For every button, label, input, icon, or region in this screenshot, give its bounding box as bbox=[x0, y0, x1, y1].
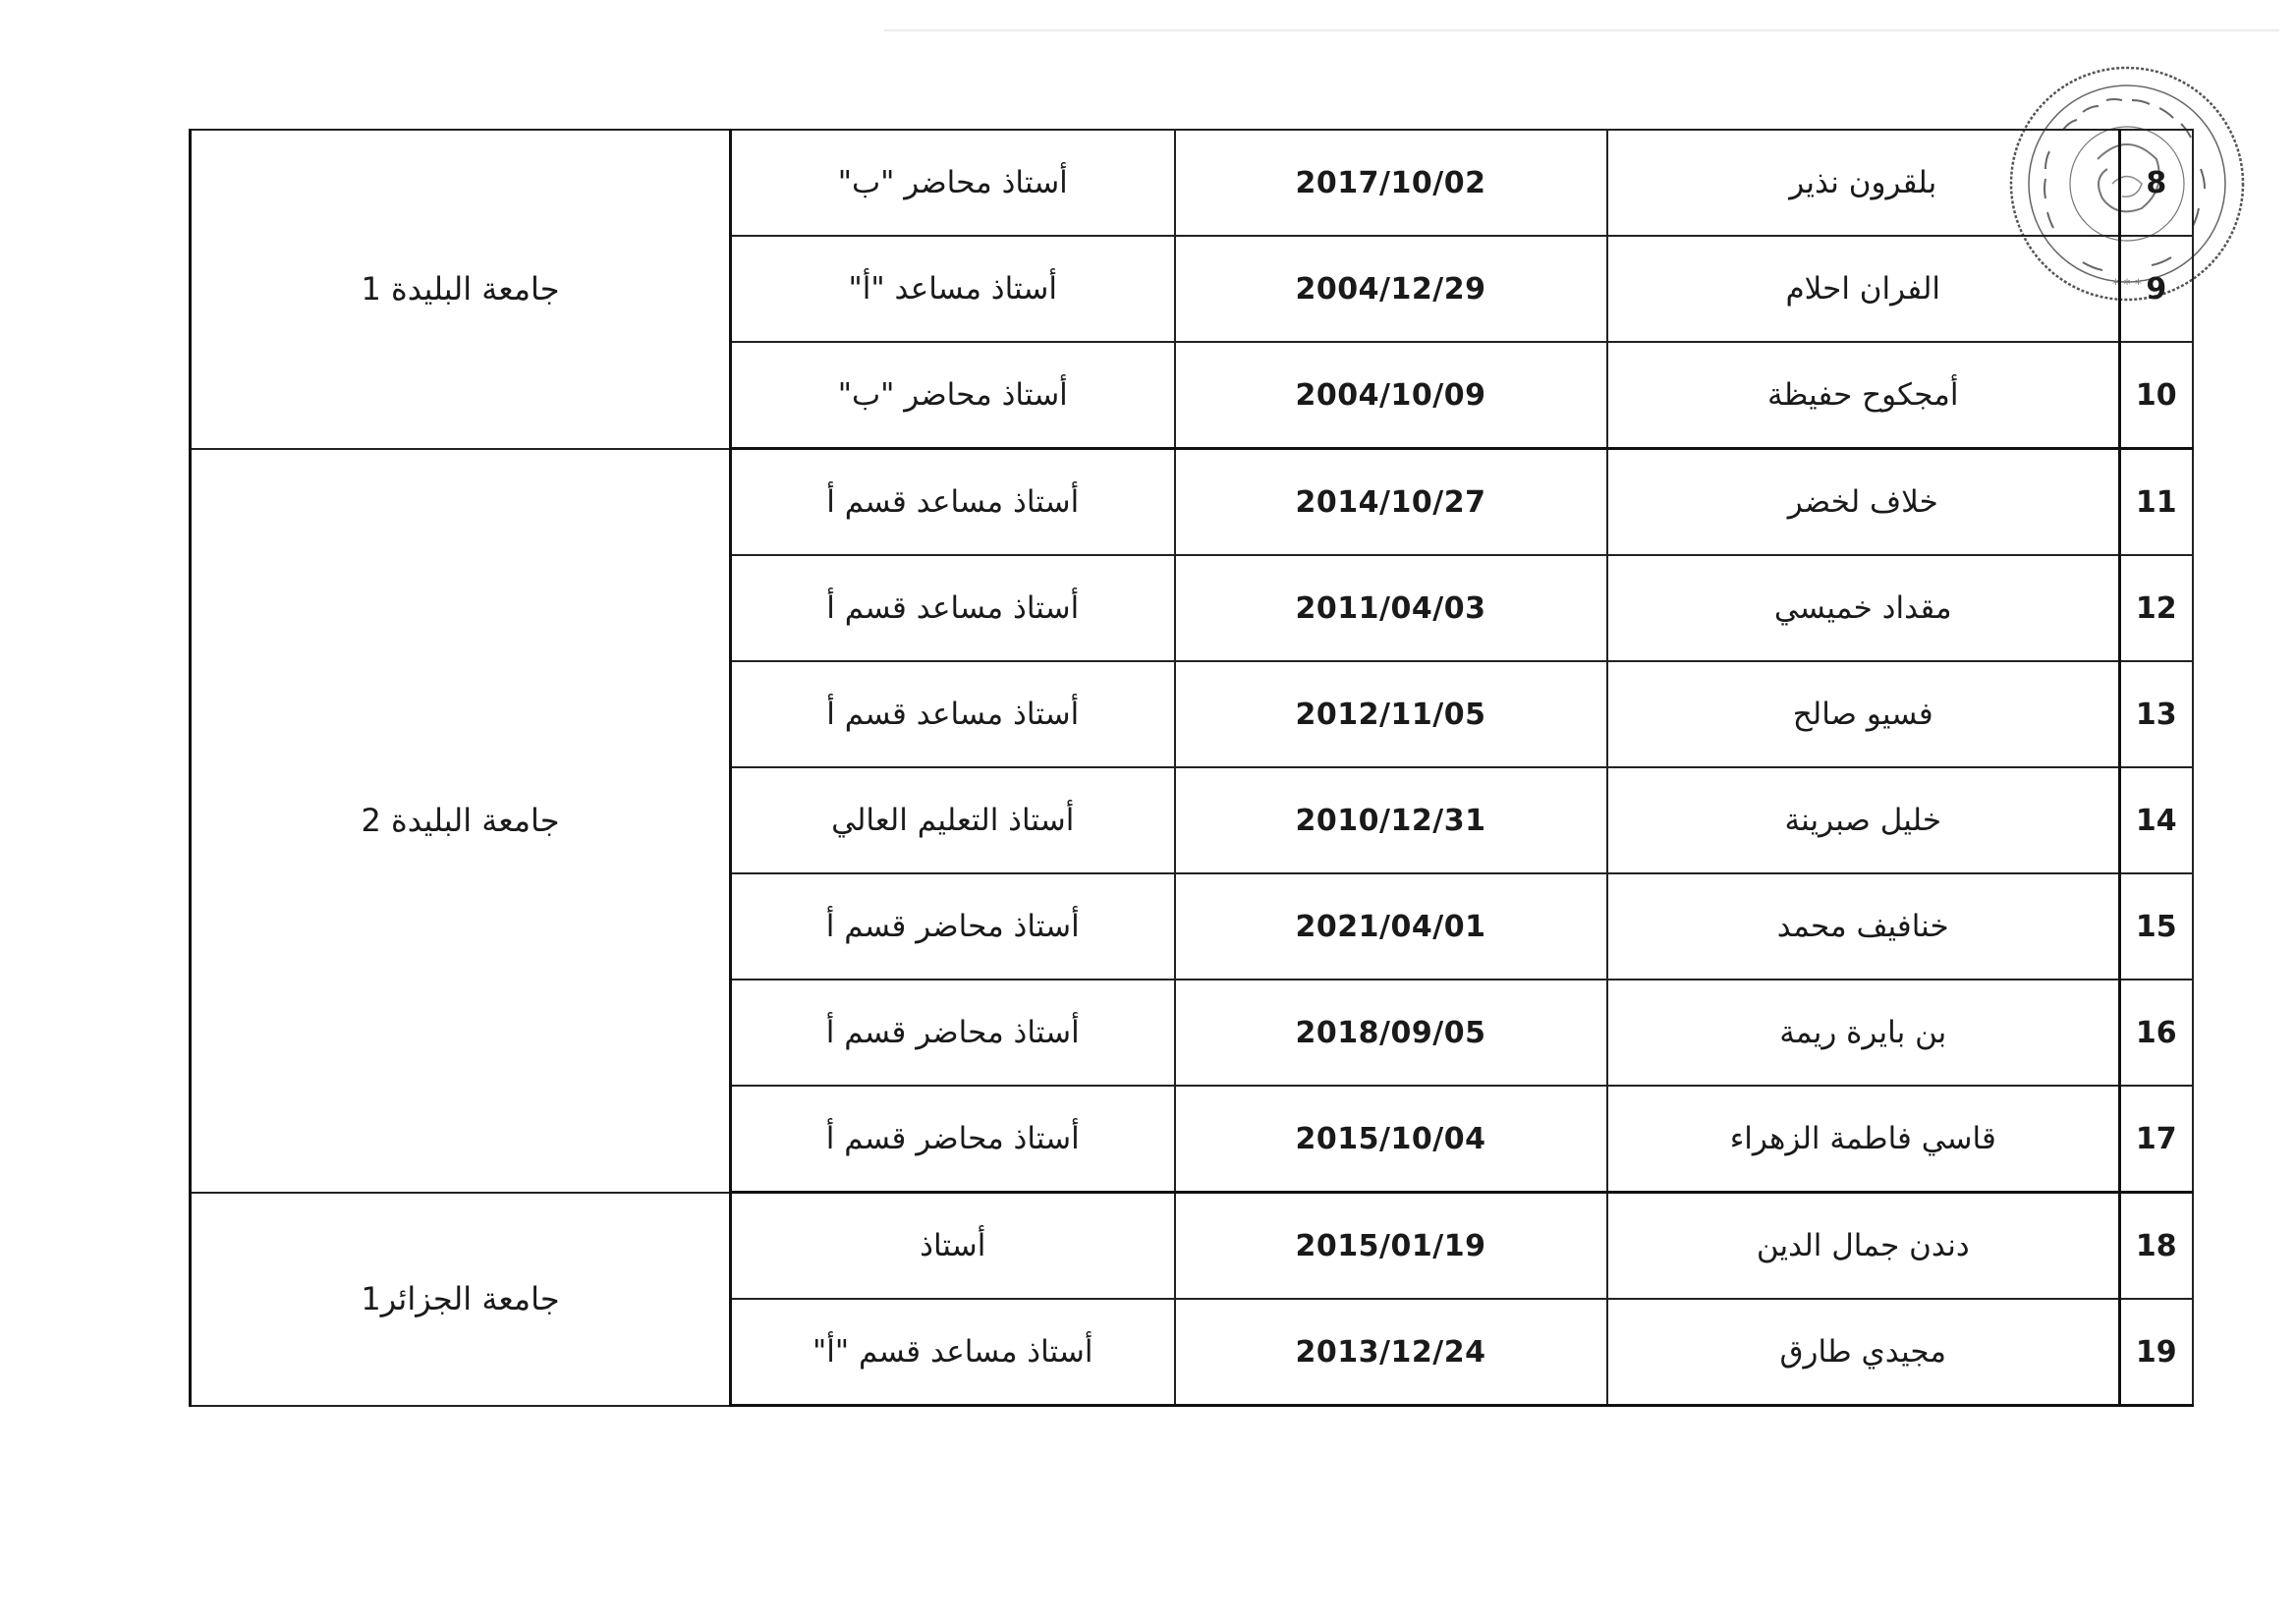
date-cell: 2010/12/31 bbox=[1175, 767, 1607, 873]
row-number: 8 bbox=[2120, 130, 2193, 236]
date-cell: 2004/10/09 bbox=[1175, 342, 1607, 449]
date-cell: 2015/01/19 bbox=[1175, 1193, 1607, 1300]
row-number: 14 bbox=[2120, 767, 2193, 873]
date-cell: 2015/10/04 bbox=[1175, 1086, 1607, 1193]
staff-name: خليل صبرينة bbox=[1607, 767, 2120, 873]
staff-table bbox=[189, 129, 2194, 1407]
scan-artifact-line bbox=[884, 29, 2279, 31]
grade-cell: أستاذ مساعد قسم أ bbox=[731, 555, 1175, 661]
row-number: 11 bbox=[2120, 449, 2193, 556]
staff-name: خنافيف محمد bbox=[1607, 873, 2120, 980]
date-cell: 2012/11/05 bbox=[1175, 661, 1607, 767]
staff-name: خلاف لخضر bbox=[1607, 449, 2120, 556]
grade-cell: أستاذ bbox=[731, 1193, 1175, 1300]
row-number: 16 bbox=[2120, 980, 2193, 1086]
date-cell: 2021/04/01 bbox=[1175, 873, 1607, 980]
table-row bbox=[191, 130, 2193, 236]
university-cell: جامعة البليدة 1 bbox=[191, 130, 731, 449]
grade-cell: أستاذ محاضر "ب" bbox=[731, 342, 1175, 449]
staff-name: مجيدي طارق bbox=[1607, 1299, 2120, 1406]
date-cell: 2017/10/02 bbox=[1175, 130, 1607, 236]
university-cell: جامعة الجزائر1 bbox=[191, 1193, 731, 1406]
row-number: 17 bbox=[2120, 1086, 2193, 1193]
date-cell: 2013/12/24 bbox=[1175, 1299, 1607, 1406]
staff-name: دندن جمال الدين bbox=[1607, 1193, 2120, 1300]
grade-cell: أستاذ مساعد قسم أ bbox=[731, 449, 1175, 556]
row-number: 13 bbox=[2120, 661, 2193, 767]
staff-name: بن بايرة ريمة bbox=[1607, 980, 2120, 1086]
date-cell: 2014/10/27 bbox=[1175, 449, 1607, 556]
staff-name: بلقرون نذير bbox=[1607, 130, 2120, 236]
staff-name: قاسي فاطمة الزهراء bbox=[1607, 1086, 2120, 1193]
row-number: 12 bbox=[2120, 555, 2193, 661]
table-row bbox=[191, 1193, 2193, 1300]
university-cell: جامعة البليدة 2 bbox=[191, 449, 731, 1193]
row-number: 18 bbox=[2120, 1193, 2193, 1300]
date-cell: 2011/04/03 bbox=[1175, 555, 1607, 661]
svg-text:* * *: * * * bbox=[2112, 277, 2142, 293]
grade-cell: أستاذ مساعد "أ" bbox=[731, 236, 1175, 342]
staff-name: فسيو صالح bbox=[1607, 661, 2120, 767]
staff-name: الفران احلام bbox=[1607, 236, 2120, 342]
staff-name: مقداد خميسي bbox=[1607, 555, 2120, 661]
date-cell: 2018/09/05 bbox=[1175, 980, 1607, 1086]
date-cell: 2004/12/29 bbox=[1175, 236, 1607, 342]
grade-cell: أستاذ محاضر قسم أ bbox=[731, 980, 1175, 1086]
staff-name: أمجكوح حفيظة bbox=[1607, 342, 2120, 449]
table-row bbox=[191, 449, 2193, 556]
grade-cell: أستاذ التعليم العالي bbox=[731, 767, 1175, 873]
grade-cell: أستاذ محاضر قسم أ bbox=[731, 1086, 1175, 1193]
row-number: 19 bbox=[2120, 1299, 2193, 1406]
grade-cell: أستاذ مساعد قسم أ bbox=[731, 661, 1175, 767]
grade-cell: أستاذ مساعد قسم "أ" bbox=[731, 1299, 1175, 1406]
row-number: 9 bbox=[2120, 236, 2193, 342]
row-number: 15 bbox=[2120, 873, 2193, 980]
grade-cell: أستاذ محاضر "ب" bbox=[731, 130, 1175, 236]
row-number: 10 bbox=[2120, 342, 2193, 449]
grade-cell: أستاذ محاضر قسم أ bbox=[731, 873, 1175, 980]
